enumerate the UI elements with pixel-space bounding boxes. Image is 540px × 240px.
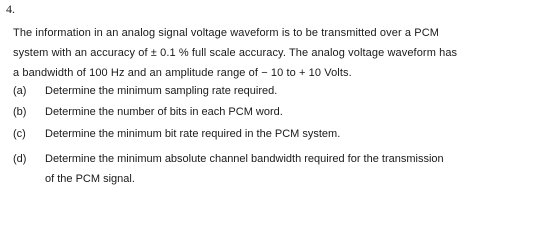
stem-line: system with an accuracy of ± 0.1 % full scale accuracy. The analog voltage waveform has <box>13 47 458 59</box>
part-label: (b) <box>13 106 27 118</box>
part-text <box>45 81 525 101</box>
question-number: 4. <box>6 2 15 16</box>
part-label: (a) <box>13 85 27 97</box>
question-stem <box>13 23 533 83</box>
part-text-line: Determine the minimum bit rate required in the PCM system. <box>45 128 341 140</box>
part-text-line: of the PCM signal. <box>45 173 135 185</box>
part-text <box>45 102 525 122</box>
part-text <box>45 149 525 189</box>
part-text <box>45 124 525 144</box>
part-label: (d) <box>13 153 27 165</box>
stem-line: The information in an analog signal voltage waveform is to be transmitted over a PCM <box>13 27 439 39</box>
part-label: (c) <box>13 128 26 140</box>
part-text-line: Determine the minimum absolute channel bandwidth required for the transmission <box>45 153 444 165</box>
part-text-line: Determine the minimum sampling rate required. <box>45 85 278 97</box>
stem-line: a bandwidth of 100 Hz and an amplitude range of − 10 to + 10 Volts. <box>13 67 352 79</box>
part-text-line: Determine the number of bits in each PCM word. <box>45 106 283 118</box>
